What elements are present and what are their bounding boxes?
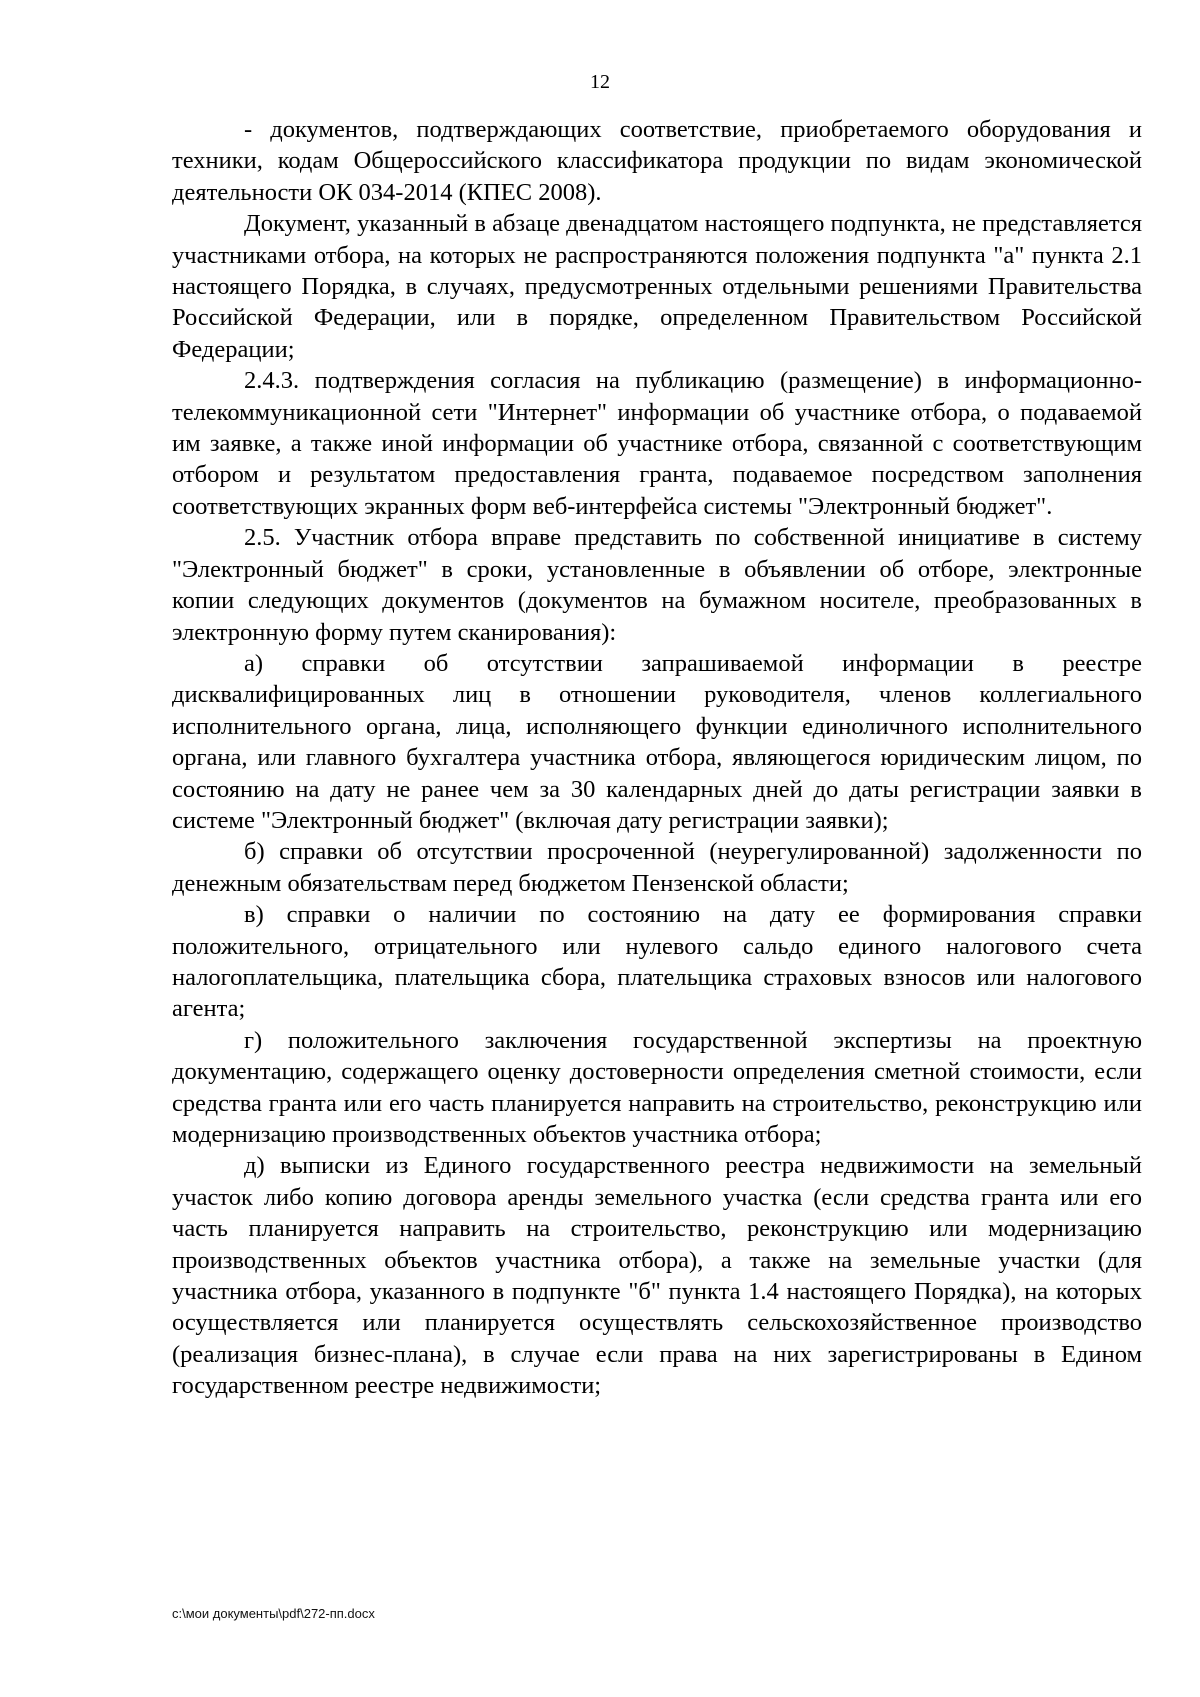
paragraph-documents-okpd: - документов, подтверждающих соответствие, приобретаемого оборудования и техники, кодам Общероссийского классификатора продукции по видам экономической деятельности ОК 034-2014 (КПЕС 2008). — [172, 116, 1142, 206]
paragraph-item-a: а) справки об отсутствии запрашиваемой информации в реестре дисквалифицированных лиц в отношении руководителя, членов коллегиального исполнительного органа, лица, исполняющего функции единоличного исполнительного органа, или главного бухгалтера участника отбора, являющегося юридическим лицом, по состоянию на дату не ранее чем за 30 календарных дней до даты регистрации заявки в системе "Электронный бюджет" (включая дату регистрации заявки); — [172, 649, 1142, 834]
paragraph-item-d: д) выписки из Единого государственного реестра недвижимости на земельный участок либо копию договора аренды земельного участка (если средства гранта или его часть планируется направить на строительство, реконструкцию или модернизацию производственных объектов участника отбора), а также на земельные участки (для участника отбора, указанного в подпункте "б" пункта 1.4 настоящего Порядка), на которых осуществляется или планируется осуществлять сельскохозяйственное производство (реализация бизнес-плана), в случае если права на них зарегистрированы в Едином государственном реестре недвижимости; — [172, 1152, 1142, 1400]
footer-file-path: c:\мои документы\pdf\272-пп.docx — [172, 1606, 375, 1621]
paragraph-document-exemption: Документ, указанный в абзаце двенадцатом настоящего подпункта, не представляется участниками отбора, на которых не распространяются положения подпункта "а" пункта 2.1 настоящего Порядка, в случаях, предусмотренных отдельными решениями Правительства Российской Федерации, или в порядке, определенном Правительством Российской Федерации; — [172, 210, 1142, 363]
document-body — [172, 114, 1142, 1402]
paragraph-item-v: в) справки о наличии по состоянию на дату ее формирования справки положительного, отрицательного или нулевого сальдо единого налогового счета налогоплательщика, плательщика сбора, плательщика страховых взносов или налогового агента; — [172, 901, 1142, 1023]
paragraph-2-4-3: 2.4.3. подтверждения согласия на публикацию (размещение) в информационно-телекоммуникационной сети "Интернет" информации об участнике отбора, о подаваемой им заявке, а также иной информации об участнике отбора, связанной с соответствующим отбором и результатом предоставления гранта, подаваемое посредством заполнения соответствующих экранных форм веб-интерфейса системы "Электронный бюджет". — [172, 367, 1142, 520]
paragraph-item-g: г) положительного заключения государственной экспертизы на проектную документацию, содержащего оценку достоверности определения сметной стоимости, если средства гранта или его часть планируется направить на строительство, реконструкцию или модернизацию производственных объектов участника отбора; — [172, 1026, 1142, 1148]
paragraph-2-5: 2.5. Участник отбора вправе представить по собственной инициативе в систему "Электронный бюджет" в сроки, установленные в объявлении об отборе, электронные копии следующих документов (документов на бумажном носителе, преобразованных в электронную форму путем сканирования): — [172, 524, 1142, 646]
page-number: 12 — [590, 71, 610, 93]
paragraph-item-b: б) справки об отсутствии просроченной (неурегулированной) задолженности по денежным обязательствам перед бюджетом Пензенской области; — [172, 838, 1142, 897]
